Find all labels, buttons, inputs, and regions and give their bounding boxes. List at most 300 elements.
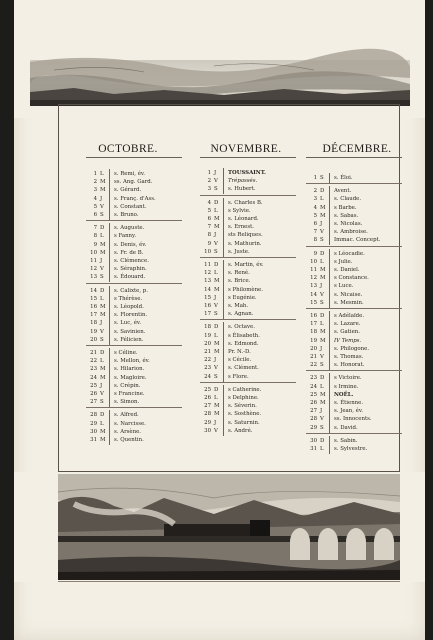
saint-name: s Catherine. <box>228 386 262 393</box>
month-title-december: DÉCEMBRE. <box>322 143 392 155</box>
column-separator <box>329 298 330 308</box>
day-of-week: S <box>320 237 324 244</box>
day-of-week: D <box>100 287 105 294</box>
saint-name: s. Mathurin. <box>228 240 262 247</box>
day-number: 10 <box>310 258 317 265</box>
calendar-day-row <box>306 337 406 345</box>
column-separator <box>329 235 330 245</box>
calendar-day-row <box>200 364 300 372</box>
day-number: 4 <box>93 195 97 202</box>
calendar-day-row <box>86 249 186 257</box>
calendar-day-row <box>306 383 406 391</box>
day-number: 18 <box>90 320 97 327</box>
saint-name: s. Florentin. <box>114 312 148 319</box>
day-of-week: S <box>214 311 218 318</box>
saint-name: s. Juste. <box>228 248 250 255</box>
day-of-week: D <box>214 262 219 268</box>
calendar-day-row <box>306 291 406 299</box>
day-of-week: V <box>214 303 218 309</box>
day-of-week: V <box>214 240 218 247</box>
day-number: 8 <box>207 232 211 239</box>
saint-name: s. Magloire. <box>114 374 147 381</box>
calendar-day-row <box>86 382 186 390</box>
calendar-day-row <box>306 212 406 220</box>
day-of-week: S <box>100 274 104 281</box>
saint-name: s. Mah. <box>228 303 249 309</box>
calendar-day-row <box>86 303 186 311</box>
day-number: 16 <box>310 313 317 319</box>
day-number: 21 <box>310 354 317 360</box>
saint-name: TOUSSAINT. <box>228 170 266 176</box>
saint-name: s. Thomas. <box>334 354 364 360</box>
month-title-november: NOVEMBRE. <box>210 143 282 155</box>
day-number: 9 <box>313 250 317 257</box>
day-of-week: S <box>100 336 104 343</box>
day-of-week: L <box>320 321 324 328</box>
day-of-week: M <box>214 278 220 285</box>
day-number: 9 <box>93 241 97 248</box>
day-number: 2 <box>207 178 211 185</box>
day-of-week: L <box>320 196 324 203</box>
day-number: 18 <box>310 329 317 336</box>
day-of-week: J <box>100 320 103 327</box>
day-of-week: M <box>214 349 220 355</box>
day-number: 19 <box>204 332 211 339</box>
day-number: 21 <box>90 350 97 356</box>
day-of-week: J <box>320 221 323 227</box>
calendar-day-row <box>306 328 406 336</box>
december-header-rule <box>306 157 402 158</box>
day-of-week: J <box>100 195 103 202</box>
saint-name: s Léocadie. <box>334 250 365 257</box>
week-divider <box>86 283 182 284</box>
calendar-day-row <box>86 411 186 419</box>
day-of-week: L <box>320 383 324 390</box>
day-number: 14 <box>204 286 211 293</box>
day-number: 7 <box>207 224 211 231</box>
saint-name: s Sylvie. <box>228 207 251 214</box>
week-divider <box>86 407 182 408</box>
column-separator <box>109 210 110 220</box>
saint-name: s Élisabeth. <box>228 332 260 339</box>
saint-name: s. Calixte, p. <box>114 287 148 294</box>
day-of-week: M <box>100 428 106 435</box>
saint-name: s. Gérard. <box>114 187 142 194</box>
saint-name: s. Édouard. <box>114 274 146 281</box>
day-number: 23 <box>310 375 317 382</box>
calendar-day-row <box>200 386 300 394</box>
day-of-week: D <box>320 375 325 382</box>
calendar-day-row <box>86 178 186 186</box>
day-number: 5 <box>313 212 317 219</box>
saint-name: Pr. N.-D. <box>228 349 251 355</box>
calendar-day-row <box>200 223 300 231</box>
day-of-week: S <box>214 186 218 193</box>
calendar-day-row <box>306 353 406 361</box>
day-of-week: D <box>214 199 219 206</box>
day-of-week: M <box>100 241 106 248</box>
day-number: 15 <box>310 299 317 306</box>
day-number: 12 <box>90 266 97 273</box>
day-of-week: D <box>320 437 325 444</box>
calendar-day-row <box>306 320 406 328</box>
day-of-week: M <box>214 403 220 410</box>
day-of-week: M <box>100 179 106 186</box>
calendar-day-row <box>306 274 406 282</box>
calendar-day-row <box>306 424 406 432</box>
calendar-day-row <box>200 269 300 277</box>
day-number: 17 <box>90 312 97 319</box>
calendar-day-row <box>86 241 186 249</box>
calendar-day-row <box>200 261 300 269</box>
calendar-day-row <box>306 437 406 445</box>
day-number: 26 <box>204 395 211 401</box>
saint-name: s. Edmond. <box>228 340 259 347</box>
week-divider <box>306 246 402 247</box>
day-of-week: L <box>214 332 218 339</box>
saint-name: IV Temps. <box>334 337 362 344</box>
day-number: 11 <box>310 267 317 273</box>
day-number: 30 <box>204 427 211 434</box>
day-number: 25 <box>204 386 211 393</box>
calendar-day-row <box>306 258 406 266</box>
day-number: 1 <box>93 171 97 177</box>
column-separator <box>109 335 110 345</box>
calendar-day-row <box>86 265 186 273</box>
column-separator <box>109 272 110 282</box>
calendar-day-row <box>306 445 406 453</box>
day-number: 31 <box>310 446 317 452</box>
saint-name: ss. Innocents. <box>334 416 372 423</box>
column-separator <box>329 173 330 183</box>
calendar-day-row <box>306 361 406 369</box>
week-divider <box>306 183 402 184</box>
day-of-week: L <box>100 233 104 240</box>
day-number: 15 <box>204 294 211 301</box>
saint-name: s Luce. <box>334 283 354 290</box>
column-separator <box>223 309 224 319</box>
day-of-week: S <box>100 212 104 218</box>
saint-name: s. Saturnin. <box>228 419 260 426</box>
calendar-day-row <box>86 170 186 178</box>
day-of-week: M <box>214 340 220 347</box>
saint-name: s. Sylvestre. <box>334 446 368 452</box>
day-of-week: S <box>214 248 218 255</box>
day-of-week: V <box>320 354 324 360</box>
saint-name: s. Denis, év. <box>114 241 147 248</box>
day-number: 30 <box>310 437 317 444</box>
calendar-day-row <box>86 311 186 319</box>
saint-name: s. Quentin. <box>114 437 144 443</box>
calendar-day-row <box>306 391 406 399</box>
calendar-day-row <box>86 357 186 365</box>
saint-name: s. Hilarion. <box>114 366 145 373</box>
calendar-day-row <box>86 436 186 444</box>
day-of-week: L <box>214 395 218 401</box>
calendar-day-row <box>306 312 406 320</box>
day-of-week: L <box>100 171 104 177</box>
day-of-week: J <box>320 283 323 290</box>
saint-name: s. Mesmin. <box>334 299 364 306</box>
day-of-week: V <box>320 291 324 298</box>
calendar-day-row <box>200 356 300 364</box>
week-divider <box>200 382 296 383</box>
day-number: 3 <box>313 196 317 203</box>
calendar-day-row <box>306 195 406 203</box>
saint-name: s. Étienne. <box>334 400 364 406</box>
calendar-day-row <box>86 328 186 336</box>
day-of-week: L <box>214 270 218 277</box>
day-number: 11 <box>204 262 211 268</box>
day-number: 7 <box>313 229 317 236</box>
calendar-day-row <box>306 250 406 258</box>
calendar-day-row <box>86 319 186 327</box>
calendar-day-row <box>306 236 406 244</box>
saint-name: s. Alfred. <box>114 412 139 419</box>
calendar-day-row <box>86 224 186 232</box>
day-number: 6 <box>93 212 97 218</box>
day-number: 27 <box>310 408 317 415</box>
day-of-week: S <box>320 424 324 431</box>
saint-name: s. Jean, év. <box>334 408 363 415</box>
saint-name: s. Léopold. <box>114 304 144 310</box>
day-number: 9 <box>207 240 211 247</box>
day-of-week: V <box>100 266 104 273</box>
saint-name: s Irmine. <box>334 383 359 390</box>
day-of-week: S <box>320 299 324 306</box>
day-number: 13 <box>310 283 317 290</box>
day-number: 31 <box>90 437 97 443</box>
day-of-week: M <box>320 267 326 273</box>
calendar-day-row <box>86 365 186 373</box>
saint-name: s. Narcisse. <box>114 420 146 427</box>
calendar-day-row <box>86 428 186 436</box>
saint-name: s. Nicaise. <box>334 291 363 298</box>
day-of-week: V <box>100 203 104 210</box>
saint-name: s. Simon. <box>114 399 140 406</box>
day-number: 27 <box>204 403 211 410</box>
saint-name: s. Éloi. <box>334 175 353 181</box>
saint-name: ss. Ang. Gard. <box>114 179 153 186</box>
calendar-day-row <box>86 203 186 211</box>
saint-name: Trépassés. <box>228 178 258 185</box>
saint-name: s. Auguste. <box>114 225 145 232</box>
day-number: 5 <box>207 207 211 214</box>
saint-name: s. Luc, év. <box>114 320 141 327</box>
saint-name: s Julie. <box>334 258 353 265</box>
column-separator <box>109 397 110 407</box>
day-number: 29 <box>204 419 211 426</box>
saint-name: s. Crépin. <box>114 382 141 389</box>
calendar-day-row <box>200 294 300 302</box>
october-header-rule <box>86 157 182 158</box>
day-number: 1 <box>207 170 211 176</box>
column-separator <box>223 247 224 257</box>
day-of-week: V <box>214 365 218 372</box>
saint-name: s Barbe. <box>334 204 357 211</box>
day-of-week: L <box>320 446 324 452</box>
saint-name: s. Agnan. <box>228 311 254 318</box>
day-of-week: M <box>320 204 326 211</box>
day-of-week: M <box>320 329 326 336</box>
saint-name: s Victoire. <box>334 375 362 382</box>
day-of-week: D <box>214 386 219 393</box>
saint-name: s Francine. <box>114 391 145 397</box>
day-number: 27 <box>90 399 97 406</box>
day-number: 10 <box>204 248 211 255</box>
saint-name: s. Savinien. <box>114 328 146 335</box>
calendar-day-row <box>306 399 406 407</box>
day-number: 5 <box>93 203 97 210</box>
day-number: 2 <box>93 179 97 186</box>
day-of-week: V <box>214 178 218 185</box>
day-number: 18 <box>204 324 211 331</box>
day-of-week: J <box>214 419 217 426</box>
calendar-day-row <box>306 174 406 182</box>
saint-name: s Eugénie. <box>228 294 257 301</box>
calendar-day-row <box>86 257 186 265</box>
saint-name: Avent. <box>334 188 352 195</box>
week-divider <box>200 195 296 196</box>
saint-name: s Adélaïde. <box>334 313 365 319</box>
calendar-day-row <box>306 220 406 228</box>
day-number: 19 <box>310 337 317 344</box>
day-of-week: M <box>100 312 106 319</box>
saint-name: s. Sabas. <box>334 212 359 219</box>
calendar-day-row <box>306 228 406 236</box>
calendar-day-row <box>200 419 300 427</box>
day-of-week: V <box>214 427 218 434</box>
day-of-week: L <box>100 420 104 427</box>
month-title-october: OCTOBRE. <box>98 143 158 155</box>
saint-name: s. Gatien. <box>334 329 360 336</box>
day-number: 8 <box>93 233 97 240</box>
calendar-day-row <box>86 195 186 203</box>
day-of-week: V <box>320 416 324 423</box>
saint-name: s. Remi, év. <box>114 171 146 177</box>
week-divider <box>306 370 402 371</box>
column-separator <box>329 360 330 370</box>
calendar-day-row <box>200 348 300 356</box>
day-number: 28 <box>310 416 317 423</box>
saint-name: s. Mellon, év. <box>114 358 150 365</box>
day-of-week: M <box>214 224 220 231</box>
day-of-week: V <box>100 328 104 335</box>
calendar-day-row <box>200 207 300 215</box>
calendar-day-row <box>200 302 300 310</box>
calendar-day-row <box>306 407 406 415</box>
calendar-day-row <box>306 266 406 274</box>
day-of-week: M <box>320 400 326 406</box>
saint-name: s. Claude. <box>334 196 362 203</box>
day-number: 17 <box>204 311 211 318</box>
saint-name: s. Sabin. <box>334 437 358 444</box>
saint-name: s. Bruno. <box>114 212 139 218</box>
day-number: 16 <box>90 304 97 310</box>
day-number: 26 <box>310 400 317 406</box>
calendar-day-row <box>200 231 300 239</box>
day-number: 21 <box>204 349 211 355</box>
day-number: 2 <box>313 188 317 195</box>
day-of-week: M <box>320 212 326 219</box>
day-number: 29 <box>90 420 97 427</box>
day-number: 20 <box>90 336 97 343</box>
week-divider <box>86 220 182 221</box>
saint-name: s. Philogone. <box>334 345 370 352</box>
day-of-week: S <box>214 373 218 380</box>
day-of-week: S <box>320 175 324 181</box>
calendar-day-row <box>200 340 300 348</box>
day-number: 6 <box>207 216 211 222</box>
saint-name: NOËL. <box>334 391 354 398</box>
day-number: 6 <box>313 221 317 227</box>
calendar-day-row <box>200 199 300 207</box>
calendar-day-row <box>86 349 186 357</box>
saint-name: s. Octave. <box>228 324 255 331</box>
day-of-week: V <box>100 391 104 397</box>
saint-name: s. Honorat. <box>334 362 365 369</box>
calendar-day-row <box>200 277 300 285</box>
day-of-week: J <box>214 170 217 176</box>
saint-name: s. Constant. <box>114 203 147 210</box>
day-of-week: J <box>100 382 103 389</box>
calendar-day-row <box>306 299 406 307</box>
day-of-week: D <box>320 188 325 195</box>
calendar-day-row <box>200 394 300 402</box>
day-number: 19 <box>90 328 97 335</box>
calendar-day-row <box>86 420 186 428</box>
calendar-day-row <box>86 232 186 240</box>
day-number: 28 <box>204 411 211 418</box>
calendar-day-row <box>200 373 300 381</box>
calendar-day-row <box>86 273 186 281</box>
day-of-week: J <box>214 294 217 301</box>
saint-name: s. Fr. de B. <box>114 249 144 256</box>
day-number: 30 <box>90 428 97 435</box>
saint-name: s Constance. <box>334 275 369 282</box>
day-of-week: M <box>100 187 106 194</box>
day-number: 20 <box>310 345 317 352</box>
calendar-day-row <box>200 310 300 318</box>
day-of-week: M <box>320 391 326 398</box>
day-of-week: J <box>320 408 323 415</box>
calendar-day-row <box>200 323 300 331</box>
day-number: 10 <box>90 249 97 256</box>
saint-name: s. Lazare. <box>334 321 361 328</box>
column-separator <box>223 426 224 436</box>
calendar-day-row <box>200 248 300 256</box>
saint-name: s Céline. <box>114 350 138 356</box>
calendar-day-row <box>306 415 406 423</box>
calendar-day-row <box>86 295 186 303</box>
calendar-day-row <box>86 186 186 194</box>
day-number: 1 <box>313 175 317 181</box>
day-of-week: D <box>320 250 325 257</box>
day-number: 16 <box>204 303 211 309</box>
saint-name: sts Reliques. <box>228 232 263 239</box>
day-of-week: L <box>320 258 324 265</box>
day-number: 7 <box>93 225 97 232</box>
day-number: 24 <box>204 373 211 380</box>
saint-name: s. Nicolas. <box>334 221 363 227</box>
day-of-week: D <box>320 313 325 319</box>
calendar-day-row <box>200 332 300 340</box>
calendar-day-row <box>306 374 406 382</box>
day-of-week: M <box>100 374 106 381</box>
day-of-week: M <box>320 337 326 344</box>
day-of-week: M <box>214 216 220 222</box>
saint-name: s Thérèse. <box>114 295 143 302</box>
